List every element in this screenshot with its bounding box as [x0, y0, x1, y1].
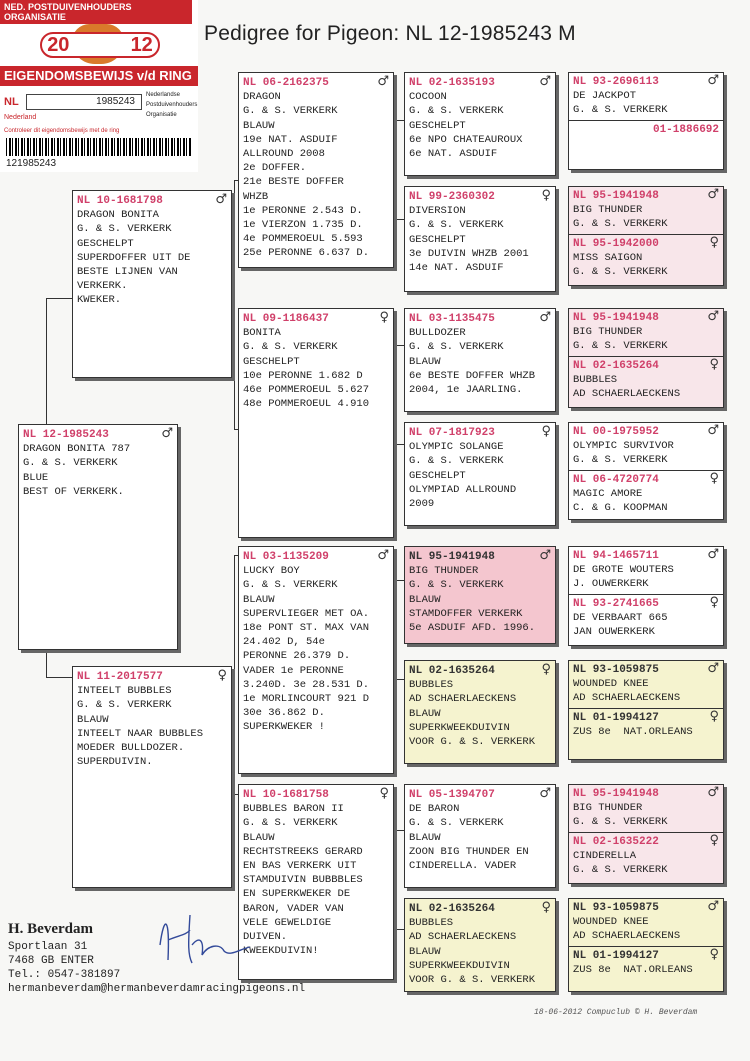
connector: [394, 580, 404, 680]
detail-line: BLAUW: [243, 593, 275, 606]
detail-line: G. & S. VERKERK: [77, 223, 172, 236]
detail-line: WHZB: [243, 190, 269, 203]
owner-city: 7468 GB ENTER: [8, 955, 94, 967]
female-icon: ♀: [709, 470, 719, 486]
pigeon-card-sds[interactable]: NL 03-1135475 ♂ BULLDOZER G. & S. VERKERK BLAUW 6e BESTE DOFFER WHZB 2004, 1e JAARLING.: [404, 308, 556, 412]
pigeon-details: [409, 802, 551, 873]
detail-line: 14e NAT. ASDUIF: [409, 262, 504, 275]
detail-line: 6e NAT. ASDUIF: [409, 148, 498, 161]
detail-line: G. & S. VERKERK: [409, 105, 504, 118]
detail-line: 2004, 1e JAARLING.: [409, 384, 523, 397]
female-icon: ♀: [709, 234, 719, 250]
certificate-year: 20 12: [40, 32, 160, 58]
ring-certificate: [0, 0, 198, 172]
detail-line: WOUNDED KNEE: [573, 678, 649, 691]
detail-line: G. & S. VERKERK: [573, 266, 668, 279]
ndp-logo: Nederlandse Postduivenhouders Organisatie: [146, 92, 198, 118]
detail-line: AD SCHAERLAECKENS: [409, 693, 517, 706]
connector: [394, 830, 404, 930]
detail-line: RECHTSTREEKS GERARD: [243, 845, 363, 858]
detail-line: AD SCHAERLAECKENS: [573, 388, 681, 401]
male-icon: ♂: [377, 74, 389, 89]
female-icon: ♀: [709, 356, 719, 372]
pigeon-card-ssd[interactable]: NL 99-2360302 ♀ DIVERSION G. & S. VERKERK GESCHELPT 3e DUIVIN WHZB 2001 14e NAT. ASDUIF: [404, 186, 556, 292]
detail-line: 30e 36.862 D.: [243, 707, 325, 720]
male-icon: ♂: [215, 192, 227, 207]
detail-line: G. & S. VERKERK: [409, 341, 504, 354]
detail-line: 46e POMMEROEUL 5.627: [243, 384, 370, 397]
detail-line: G. & S. VERKERK: [77, 699, 172, 712]
detail-line: AD SCHAERLAECKENS: [409, 931, 517, 944]
owner-street: Sportlaan 31: [8, 941, 88, 953]
detail-line: BEST OF VERKERK.: [23, 485, 124, 498]
detail-line: J. OUWERKERK: [573, 578, 649, 591]
pigeon-card-gen5[interactable]: NL 95-1941948 ♂ BIG THUNDER G. & S. VERKERK NL 02-1635264 ♀ BUBBLES AD SCHAERLAECKENS: [568, 308, 724, 408]
female-icon: ♀: [541, 188, 551, 203]
pigeon-details: [409, 678, 551, 749]
pigeon-card-sss[interactable]: NL 02-1635193 ♂ COCOON G. & S. VERKERK GESCHELPT 6e NPO CHATEAUROUX 6e NAT. ASDUIF: [404, 72, 556, 176]
detail-line: ZUS 8e NAT.ORLEANS: [573, 963, 693, 976]
female-icon: ♀: [709, 946, 719, 962]
detail-line: VOOR G. & S. VERKERK: [409, 736, 536, 749]
male-icon: ♂: [707, 423, 719, 438]
detail-line: ALLROUND 2008: [243, 148, 325, 161]
detail-line: 10e PERONNE 1.682 D: [243, 369, 363, 382]
pigeon-card-gen5[interactable]: NL 94-1465711 ♂ DE GROTE WOUTERS J. OUWERKERK NL 93-2741665 ♀ DE VERBAART 665 JAN OUWERKERK: [568, 546, 724, 646]
pigeon-card-sdd[interactable]: NL 07-1817923 ♀ OLYMPIC SOLANGE G. & S. VERKERK GESCHELPT OLYMPIAD ALLROUND 2009: [404, 422, 556, 526]
female-icon: ♀: [709, 832, 719, 848]
detail-line: 1e VIERZON 1.735 D.: [243, 219, 363, 232]
detail-line: G. & S. VERKERK: [573, 454, 668, 467]
female-icon: ♀: [709, 594, 719, 610]
detail-line: G. & S. VERKERK: [409, 817, 504, 830]
detail-line: STAMDUIVIN BUBBBLES: [243, 874, 363, 887]
barcode-number: 121985243: [6, 158, 57, 169]
detail-line: G. & S. VERKERK: [573, 104, 668, 117]
detail-line: G. & S. VERKERK: [243, 105, 338, 118]
detail-line: SUPERKWEKER !: [243, 721, 325, 734]
detail-line: BLAUW: [77, 713, 109, 726]
pigeon-details: [409, 326, 551, 397]
detail-line: G. & S. VERKERK: [243, 341, 338, 354]
detail-line: VADER 1e PERONNE: [243, 664, 344, 677]
pigeon-details: [23, 442, 173, 499]
male-icon: ♂: [539, 786, 551, 801]
detail-line: MOEDER BULLDOZER.: [77, 742, 185, 755]
detail-line: BONITA: [243, 327, 281, 340]
pigeon-card-main[interactable]: NL 12-1985243 ♂ DRAGON BONITA 787 G. & S. VERKERK BLUE BEST OF VERKERK.: [18, 424, 178, 650]
detail-line: G. & S. VERKERK: [409, 455, 504, 468]
detail-line: 21e BESTE DOFFER: [243, 176, 344, 189]
male-icon: ♂: [707, 309, 719, 324]
certificate-org: NED. POSTDUIVENHOUDERS ORGANISATIE: [0, 0, 192, 24]
pigeon-details: [77, 208, 227, 307]
detail-line: BIG THUNDER: [573, 326, 643, 339]
detail-line: BLAUW: [409, 831, 441, 844]
detail-line: G. & S. VERKERK: [243, 817, 338, 830]
detail-line: GESCHELPT: [243, 355, 300, 368]
detail-line: WOUNDED KNEE: [573, 916, 649, 929]
detail-line: G. & S. VERKERK: [573, 340, 668, 353]
pigeon-card-gen5[interactable]: NL 93-2696113 ♂ DE JACKPOT G. & S. VERKERK 01-1886692: [568, 72, 724, 170]
detail-line: G. & S. VERKERK: [409, 579, 504, 592]
detail-line: 6e BESTE DOFFER WHZB: [409, 369, 536, 382]
detail-line: DE JACKPOT: [573, 90, 637, 103]
detail-line: BIG THUNDER: [409, 565, 479, 578]
barcode-icon: [6, 138, 192, 156]
male-icon: ♂: [377, 548, 389, 563]
detail-line: DRAGON: [243, 91, 281, 104]
detail-line: GESCHELPT: [77, 237, 134, 250]
detail-line: SUPERKWEEKDUIVIN: [409, 721, 510, 734]
pigeon-card-ds[interactable]: NL 03-1135209 ♂ LUCKY BOY G. & S. VERKERK BLAUW SUPERVLIEGER MET OA. 18e PONT ST. MAX VAN 24.402 D, 54e PERONNE 26.379 D. VADER 1e PERONNE 3.240D. 3e 28.531 D. 1e MORLINCOURT 921 D 30e 36.862 D. SUPERKWEKER !: [238, 546, 394, 774]
connector: [46, 650, 72, 678]
detail-line: BUBBLES BARON II: [243, 803, 344, 816]
connector: [394, 345, 404, 445]
detail-line: CINDERELLA: [573, 849, 637, 862]
detail-line: SUPERVLIEGER MET OA.: [243, 607, 370, 620]
detail-line: DRAGON BONITA 787: [23, 443, 131, 456]
pigeon-details: [409, 204, 551, 275]
pigeon-details: [243, 564, 389, 734]
connector: [46, 298, 72, 424]
detail-line: 3e DUIVIN WHZB 2001: [409, 247, 529, 260]
detail-line: BUBBLES: [573, 373, 618, 386]
detail-line: 48e POMMEROEUL 4.910: [243, 398, 370, 411]
detail-line: GESCHELPT: [409, 119, 466, 132]
detail-line: JAN OUWERKERK: [573, 626, 655, 639]
male-icon: ♂: [539, 310, 551, 325]
detail-line: G. & S. VERKERK: [23, 457, 118, 470]
detail-line: G. & S. VERKERK: [409, 219, 504, 232]
detail-line: INTEELT BUBBLES: [77, 685, 172, 698]
detail-line: 2e DOFFER.: [243, 162, 307, 175]
female-icon: ♀: [379, 310, 389, 325]
detail-line: BIG THUNDER: [573, 802, 643, 815]
detail-line: BIG THUNDER: [573, 204, 643, 217]
detail-line: BLAUW: [409, 355, 441, 368]
pigeon-card-dd[interactable]: NL 10-1681758 ♀ BUBBLES BARON II G. & S. VERKERK BLAUW RECHTSTREEKS GERARD EN BAS VERKERK UIT STAMDUIVIN BUBBBLES EN SUPERKWEKER DE BARON, VADER VAN VELE GEWELDIGE DUIVEN. KWEEKDUIVIN!: [238, 784, 394, 980]
pigeon-details: [243, 90, 389, 260]
detail-line: BULLDOZER: [409, 327, 466, 340]
detail-line: ZOON BIG THUNDER EN: [409, 845, 529, 858]
detail-line: STAMDOFFER VERKERK: [409, 607, 523, 620]
detail-line: BARON, VADER VAN: [243, 902, 344, 915]
detail-line: KWEKER.: [77, 294, 122, 307]
female-icon: ♀: [709, 708, 719, 724]
detail-line: DIVERSION: [409, 205, 466, 218]
detail-line: PERONNE 26.379 D.: [243, 650, 351, 663]
detail-line: OLYMPIC SURVIVOR: [573, 440, 674, 453]
pigeon-card-gen5[interactable]: NL 00-1975952 ♂ OLYMPIC SURVIVOR G. & S. VERKERK NL 06-4720774 ♀ MAGIC AMORE C. & G. KOOPMAN: [568, 422, 724, 520]
pigeon-card-gen5[interactable]: NL 93-1059875 ♂ WOUNDED KNEE AD SCHAERLAECKENS NL 01-1994127 ♀ ZUS 8e NAT.ORLEANS: [568, 898, 724, 992]
pigeon-card-sire[interactable]: NL 10-1681798 ♂ DRAGON BONITA G. & S. VERKERK GESCHELPT SUPERDOFFER UIT DE BESTE LIJNEN VAN VERKERK. KWEKER.: [72, 190, 232, 378]
detail-line: 4e POMMEROEUL 5.593: [243, 233, 363, 246]
detail-line: BLAUW: [409, 593, 441, 606]
detail-line: DE GROTE WOUTERS: [573, 564, 674, 577]
male-icon: ♂: [161, 426, 173, 441]
detail-line: BLAUW: [243, 119, 275, 132]
detail-line: 5e ASDUIF AFD. 1996.: [409, 622, 536, 635]
detail-line: COCOON: [409, 91, 447, 104]
detail-line: OLYMPIC SOLANGE: [409, 441, 504, 454]
detail-line: DE VERBAART 665: [573, 611, 668, 624]
page-title: Pedigree for Pigeon: NL 12-1985243 M: [204, 22, 576, 45]
pigeon-card-dam[interactable]: NL 11-2017577 ♀ INTEELT BUBBLES G. & S. VERKERK BLAUW INTEELT NAAR BUBBLES MOEDER BULLDOZER. SUPERDUIVIN.: [72, 666, 232, 888]
detail-line: SUPERKWEEKDUIVIN: [409, 959, 510, 972]
detail-line: CINDERELLA. VADER: [409, 860, 517, 873]
detail-line: G. & S. VERKERK: [573, 218, 668, 231]
male-icon: ♂: [707, 73, 719, 88]
pigeon-details: [409, 440, 551, 511]
female-icon: ♀: [217, 668, 227, 683]
detail-line: OLYMPIAD ALLROUND: [409, 483, 517, 496]
certificate-country: Nederland: [4, 114, 37, 121]
pigeon-card-gen5[interactable]: NL 95-1941948 ♂ BIG THUNDER G. & S. VERKERK NL 95-1942000 ♀ MISS SAIGON G. & S. VERKERK: [568, 186, 724, 286]
certificate-control: Controleer dit eigendomsbewijs met de ring: [4, 128, 120, 134]
pigeon-card-ss[interactable]: NL 06-2162375 ♂ DRAGON G. & S. VERKERK BLAUW 19e NAT. ASDUIF ALLROUND 2008 2e DOFFER. 21e BESTE DOFFER WHZB 1e PERONNE 2.543 D. 1e VIERZON 1.735 D. 4e POMMEROEUL 5.593 25e PERONNE 6.637 D.: [238, 72, 394, 268]
detail-line: VOOR G. & S. VERKERK: [409, 974, 536, 987]
pigeon-card-sd[interactable]: NL 09-1186437 ♀ BONITA G. & S. VERKERK GESCHELPT 10e PERONNE 1.682 D 46e POMMEROEUL 5.627 48e POMMEROEUL 4.910: [238, 308, 394, 538]
detail-line: AD SCHAERLAECKENS: [573, 930, 681, 943]
pigeon-card-gen5[interactable]: NL 93-1059875 ♂ WOUNDED KNEE AD SCHAERLAECKENS NL 01-1994127 ♀ ZUS 8e NAT.ORLEANS: [568, 660, 724, 760]
detail-line: INTEELT NAAR BUBBLES: [77, 727, 204, 740]
detail-line: 1e MORLINCOURT 921 D: [243, 693, 370, 706]
female-icon: ♀: [541, 662, 551, 677]
footer: 18-06-2012 Compuclub © H. Beverdam: [534, 1008, 698, 1017]
female-icon: ♀: [541, 900, 551, 915]
detail-line: MISS SAIGON: [573, 251, 643, 264]
detail-line: VELE GEWELDIGE: [243, 916, 332, 929]
detail-line: EN SUPERKWEKER DE: [243, 888, 351, 901]
detail-line: BLAUW: [409, 945, 441, 958]
detail-line: GESCHELPT: [409, 469, 466, 482]
pigeon-details: [409, 564, 551, 635]
detail-line: SUPERDOFFER UIT DE: [77, 251, 191, 264]
male-icon: ♂: [539, 74, 551, 89]
detail-line: G. & S. VERKERK: [573, 816, 668, 829]
detail-line: VERKERK.: [77, 280, 128, 293]
detail-line: GESCHELPT: [409, 233, 466, 246]
detail-line: 2009: [409, 498, 435, 511]
detail-line: DRAGON BONITA: [77, 209, 159, 222]
pigeon-card-gen5[interactable]: NL 95-1941948 ♂ BIG THUNDER G. & S. VERKERK NL 02-1635222 ♀ CINDERELLA G. & S. VERKERK: [568, 784, 724, 884]
certificate-ring: 1985243: [26, 94, 142, 110]
detail-line: LUCKY BOY: [243, 565, 300, 578]
detail-line: 18e PONT ST. MAX VAN: [243, 622, 370, 635]
detail-line: 24.402 D, 54e: [243, 636, 325, 649]
male-icon: ♂: [707, 187, 719, 202]
male-icon: ♂: [539, 548, 551, 563]
detail-line: BLAUW: [409, 707, 441, 720]
male-icon: ♂: [707, 661, 719, 676]
detail-line: 6e NPO CHATEAUROUX: [409, 133, 523, 146]
female-icon: ♀: [379, 786, 389, 801]
detail-line: BUBBLES: [409, 917, 454, 930]
detail-line: DUIVEN.: [243, 931, 288, 944]
female-icon: ♀: [541, 424, 551, 439]
pigeon-card-dsd[interactable]: NL 02-1635264 ♀ BUBBLES AD SCHAERLAECKENS BLAUW SUPERKWEEKDUIVIN VOOR G. & S. VERKERK: [404, 660, 556, 764]
owner-email[interactable]: hermanbeverdam@hermanbeverdamracingpigeons.nl: [8, 983, 306, 995]
pigeon-details: [409, 916, 551, 987]
detail-line: G. & S. VERKERK: [573, 864, 668, 877]
male-icon: ♂: [707, 785, 719, 800]
pigeon-details: [409, 90, 551, 161]
male-icon: ♂: [707, 899, 719, 914]
certificate-nl: NL: [4, 96, 19, 108]
pigeon-details: [243, 326, 389, 411]
detail-line: C. & G. KOOPMAN: [573, 502, 668, 515]
owner-name: H. Beverdam: [8, 921, 93, 937]
detail-line: KWEEKDUIVIN!: [243, 945, 319, 958]
pigeon-card-dss[interactable]: NL 95-1941948 ♂ BIG THUNDER G. & S. VERKERK BLAUW STAMDOFFER VERKERK 5e ASDUIF AFD. 1996.: [404, 546, 556, 644]
detail-line: 19e NAT. ASDUIF: [243, 133, 338, 146]
detail-line: BLAUW: [243, 831, 275, 844]
connector: [394, 120, 404, 220]
detail-line: BUBBLES: [409, 679, 454, 692]
detail-line: BLUE: [23, 471, 49, 484]
pigeon-card-dds[interactable]: NL 05-1394707 ♂ DE BARON G. & S. VERKERK BLAUW ZOON BIG THUNDER EN CINDERELLA. VADER: [404, 784, 556, 888]
detail-line: ZUS 8e NAT.ORLEANS: [573, 725, 693, 738]
detail-line: SUPERDUIVIN.: [77, 756, 153, 769]
detail-line: 25e PERONNE 6.637 D.: [243, 247, 370, 260]
detail-line: MAGIC AMORE: [573, 487, 643, 500]
detail-line: AD SCHAERLAECKENS: [573, 692, 681, 705]
detail-line: G. & S. VERKERK: [243, 579, 338, 592]
detail-line: 3.240D. 3e 28.531 D.: [243, 678, 370, 691]
male-icon: ♂: [707, 547, 719, 562]
pigeon-card-ddd[interactable]: NL 02-1635264 ♀ BUBBLES AD SCHAERLAECKENS BLAUW SUPERKWEEKDUIVIN VOOR G. & S. VERKERK: [404, 898, 556, 992]
detail-line: EN BAS VERKERK UIT: [243, 860, 357, 873]
pigeon-details: [77, 684, 227, 769]
detail-line: BESTE LIJNEN VAN: [77, 266, 178, 279]
owner-phone: Tel.: 0547-381897: [8, 969, 121, 981]
detail-line: 1e PERONNE 2.543 D.: [243, 204, 363, 217]
signature-icon: [150, 905, 260, 975]
certificate-band: EIGENDOMSBEWIJS v/d RING: [0, 66, 198, 86]
detail-line: DE BARON: [409, 803, 460, 816]
